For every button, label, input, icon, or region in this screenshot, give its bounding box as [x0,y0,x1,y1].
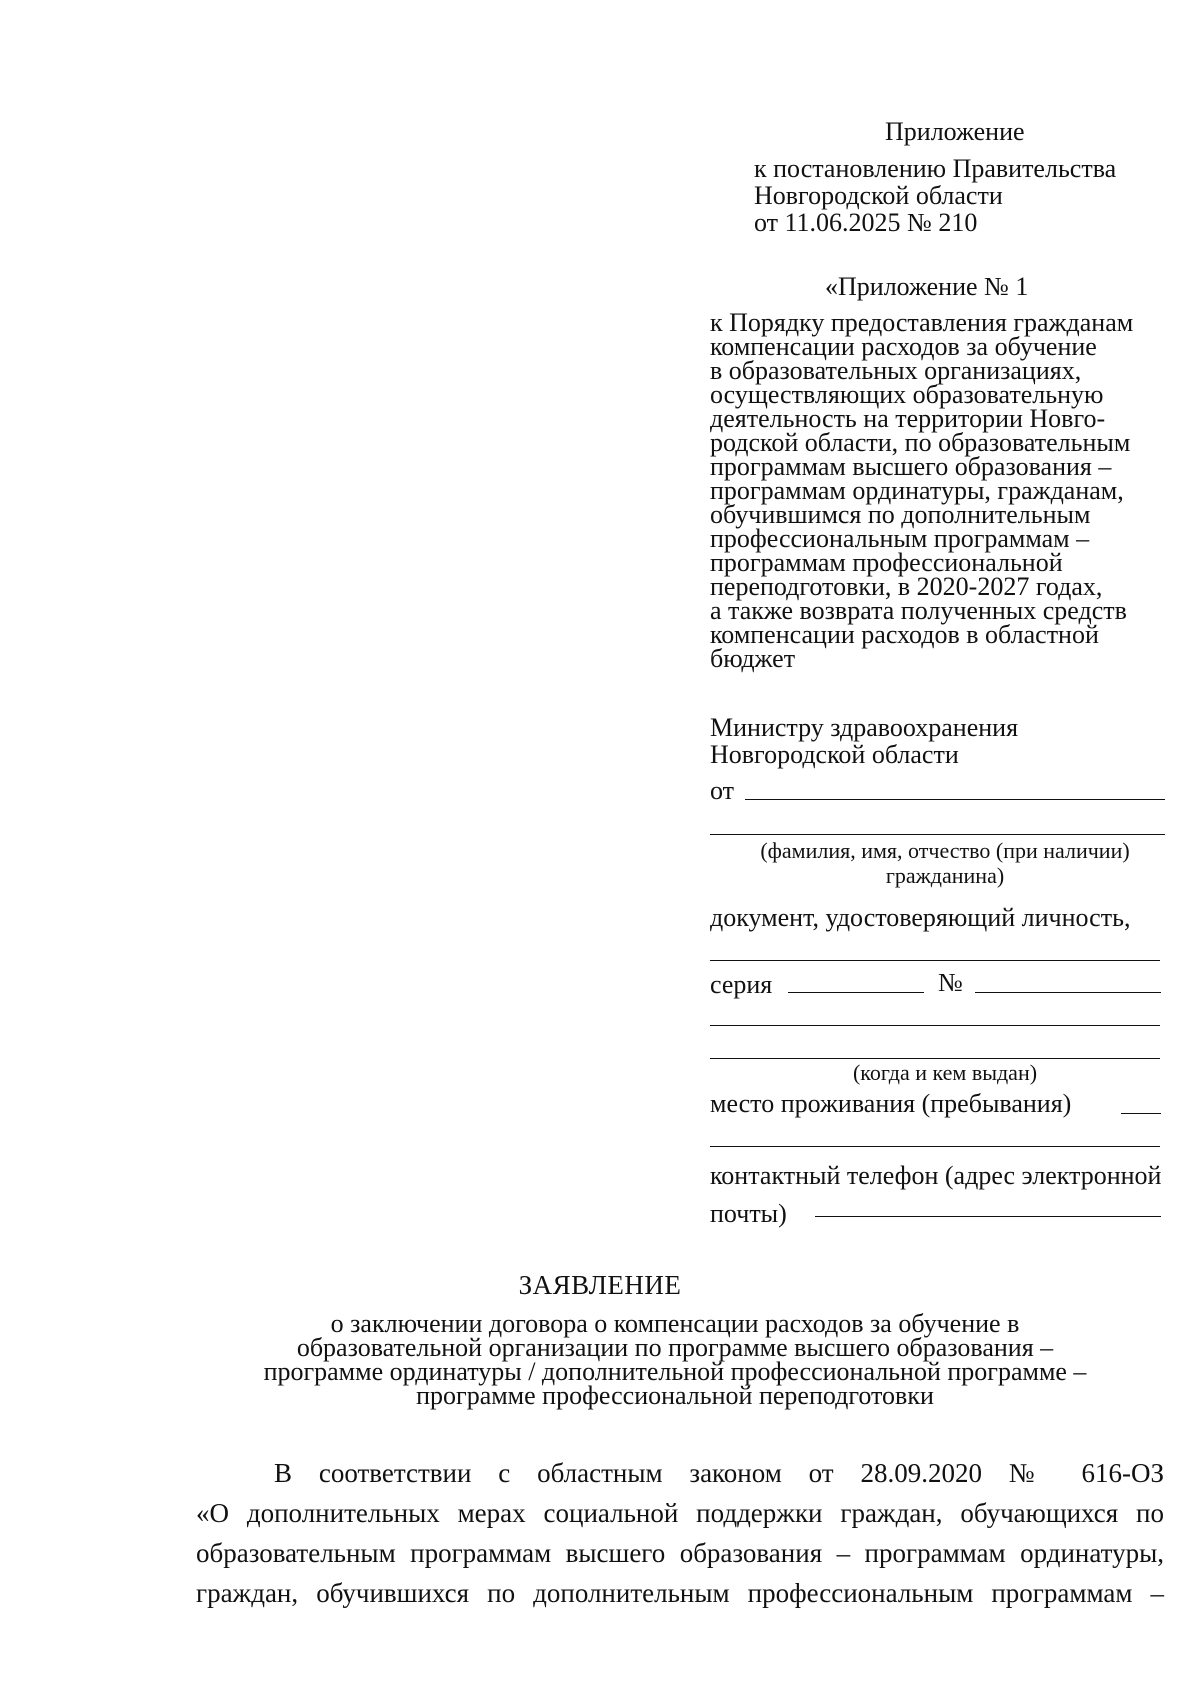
from-name-field-line-2[interactable] [710,834,1165,835]
statement-title: ЗАЯВЛЕНИЕ [518,1270,682,1300]
contact-label [710,1157,1161,1233]
appendix1-line: переподготовки, в 2020-2027 годах, [710,572,1103,601]
appendix1-line: профессиональным программам – [710,524,1090,553]
body-line: граждан, обучившихся по дополнительным профессиональным программам – [196,1578,1164,1608]
from-name-field-line[interactable] [745,799,1165,800]
body-line: образовательным программам высшего образования – программам ординатуры, [196,1538,1164,1568]
subtitle-line: образовательной организации по программе высшего образования – [296,1333,1054,1362]
appendix1-line: бюджет [710,644,796,673]
appendix1-line: компенсации расходов за обучение [710,332,1097,361]
fio-caption [710,838,1180,888]
issued-caption: (когда и кем выдан) [852,1060,1038,1085]
residence-field-line-1[interactable] [1121,1113,1161,1114]
resolution-line: к постановлению Правительства [754,154,1117,183]
number-label: № [938,968,963,997]
series-label: серия [710,970,773,999]
contact-field-line[interactable] [815,1216,1161,1217]
appendix1-line: программам высшего образования – [710,452,1112,481]
statement-subtitle [200,1309,1150,1410]
appendix1-line: программам ординатуры, гражданам, [710,476,1124,505]
appendix1-line: родской области, по образовательным [710,428,1131,457]
fio-caption-line: (фамилия, имя, отчество (при наличии) [760,838,1130,863]
resolution-line: Новгородской области [754,181,1003,210]
contact-label-line: контактный телефон (адрес электронной [710,1161,1162,1190]
appendix1-line: компенсации расходов в областной [710,620,1099,649]
appendix1-line: к Порядку предоставления гражданам [710,308,1134,337]
addressee-minister [710,714,1018,768]
appendix1-line: программам профессиональной [710,548,1063,577]
appendix-label: Приложение [885,117,1025,146]
addressee-line: Новгородской области [710,740,959,769]
series-field-line[interactable] [788,992,924,993]
id-document-field-line[interactable] [710,960,1160,961]
appendix1-line: а также возврата полученных средств [710,596,1127,625]
from-label: от [710,776,735,805]
appendix1-line: деятельность на территории Новго- [710,404,1106,433]
number-field-line[interactable] [975,992,1161,993]
subtitle-line: программе профессиональной переподготовки [416,1381,934,1410]
subtitle-line: о заключении договора о компенсации расходов за обучение в [330,1309,1020,1338]
residence-field-line-2[interactable] [710,1146,1160,1147]
body-line: В соответствии с областным законом от 28.09.2020 № 616-ОЗ [274,1458,1164,1488]
addressee-line: Министру здравоохранения [710,713,1019,742]
issued-field-line-1[interactable] [710,1025,1160,1026]
contact-label-line: почты) [710,1199,787,1228]
body-line: «О дополнительных мерах социальной поддержки граждан, обучающихся по [196,1498,1164,1528]
issued-field-line-2[interactable] [710,1058,1160,1059]
appendix1-line: обучившимся по дополнительным [710,500,1091,529]
id-document-label: документ, удостоверяющий личность, [710,903,1131,932]
appendix1-line: осуществляющих образовательную [710,380,1104,409]
subtitle-line: программе ординатуры / дополнительной профессиональной программе – [263,1357,1087,1386]
resolution-reference [754,155,1174,236]
statement-body [196,1453,1164,1613]
residence-label: место проживания (пребывания) [710,1089,1072,1118]
appendix1-title: «Приложение № 1 [825,272,1029,301]
fio-caption-line: гражданина) [885,863,1005,888]
appendix1-line: в образовательных организациях, [710,356,1082,385]
resolution-line: от 11.06.2025 № 210 [754,208,978,237]
appendix1-description [710,308,1175,673]
